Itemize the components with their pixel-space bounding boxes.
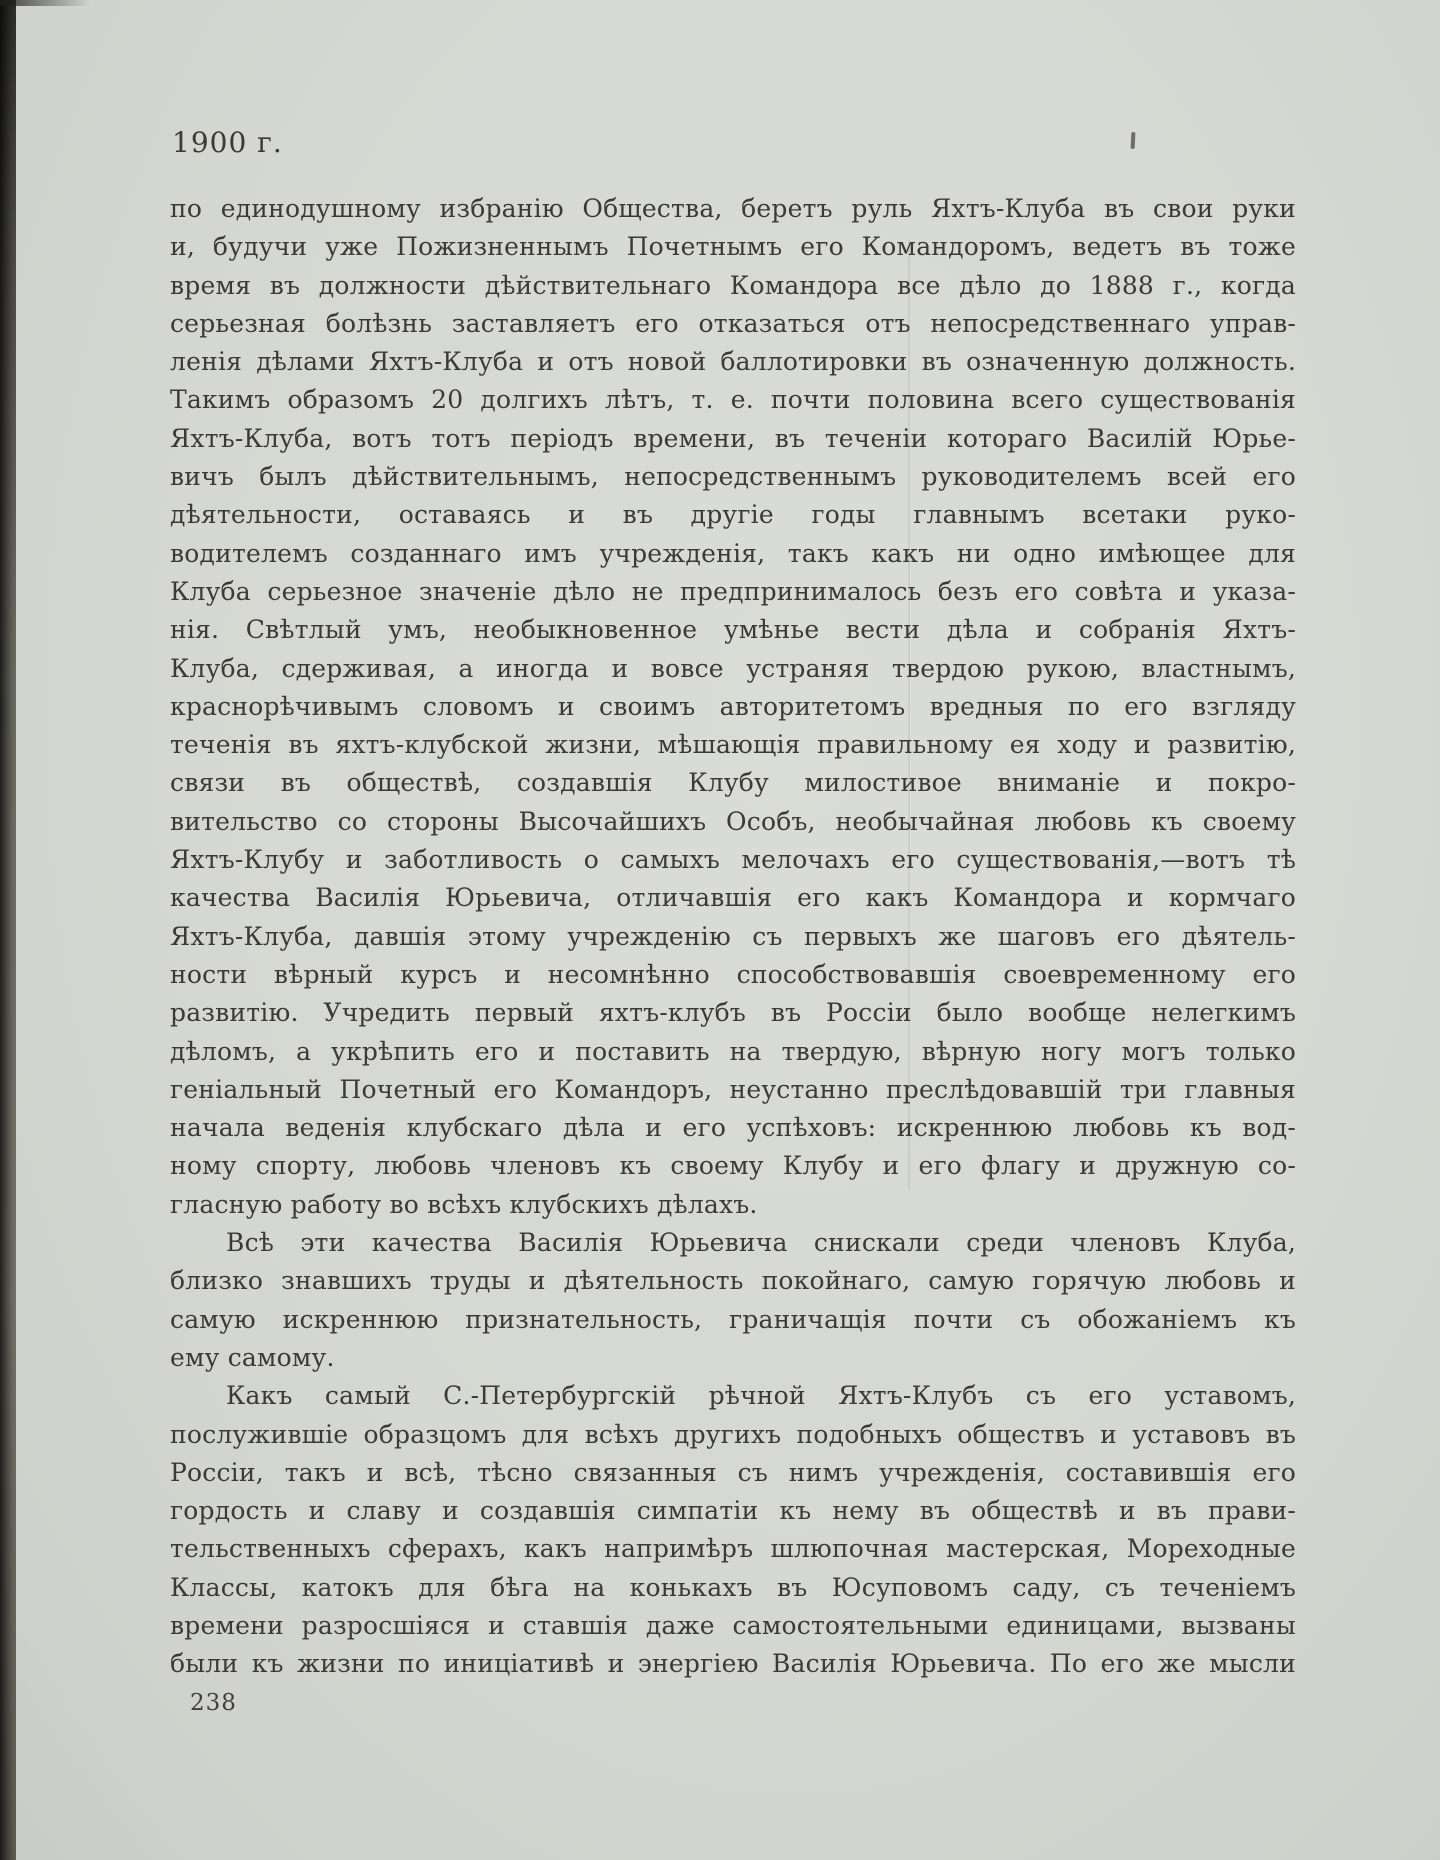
text-line: геніальный Почетный его Командоръ, неустанно преслѣдовавшій три главныя [170,1074,1296,1104]
text-line: Россіи, такъ и всѣ, тѣсно связанныя съ нимъ учрежденія, составившія его [170,1457,1296,1487]
text-line: нія. Свѣтлый умъ, необыкновенное умѣнье вести дѣла и собранія Яхтъ- [170,615,1296,645]
paragraph [170,190,1296,1224]
text-line: тельственныхъ сферахъ, какъ напримѣръ шлюпочная мастерская, Мореходные [170,1534,1296,1564]
scan-edge-top [0,0,90,6]
text-line: Клуба серьезное значеніе дѣло не предпринималось безъ его совѣта и указа- [170,576,1296,606]
scan-edge-left [0,0,16,1860]
paragraph [170,1224,1296,1377]
text-line: ленія дѣлами Яхтъ-Клуба и отъ новой баллотировки въ означенную должность. [170,347,1296,377]
text-line: Какъ самый С.-Петербургскій рѣчной Яхтъ-Клубъ съ его уставомъ, [226,1381,1296,1411]
text-line: были къ жизни по иниціативѣ и энергіею Василія Юрьевича. По его же мысли [170,1649,1296,1679]
text-line: вительство со стороны Высочайшихъ Особъ, необычайная любовь къ своему [170,806,1296,836]
text-line: ному спорту, любовь членовъ къ своему Клубу и его флагу и дружную со- [170,1151,1296,1181]
text-line: самую искреннюю признательность, граничащія почти съ обожаніемъ къ [170,1304,1296,1334]
text-line: водителемъ созданнаго имъ учрежденія, такъ какъ ни одно имѣющее для [170,538,1296,568]
text-line: краснорѣчивымъ словомъ и своимъ авторитетомъ вредныя по его взгляду [170,691,1296,721]
text-line: ности вѣрный курсъ и несомнѣнно способствовавшія своевременному его [170,959,1296,989]
text-line: времени разросшіяся и ставшія даже самостоятельными единицами, вызваны [170,1610,1296,1640]
text-line: дѣятельности, оставаясь и въ другіе годы главнымъ всетаки руко- [170,500,1296,530]
text-line: близко знавшихъ труды и дѣятельность покойнаго, самую горячую любовь и [170,1266,1296,1296]
text-line: Яхтъ-Клуба, давшія этому учрежденію съ первыхъ же шаговъ его дѣятель- [170,921,1296,951]
text-line: Всѣ эти качества Василія Юрьевича снискали среди членовъ Клуба, [226,1228,1296,1258]
text-line: Яхтъ-Клуба, вотъ тотъ періодъ времени, въ теченіи котораго Василій Юрье- [170,423,1296,453]
text-line: вичъ былъ дѣйствительнымъ, непосредственнымъ руководителемъ всей его [170,462,1296,492]
text-block [170,190,1296,1684]
text-line: гордость и славу и создавшія симпатіи къ нему въ обществѣ и въ прави- [170,1496,1296,1526]
text-line: Яхтъ-Клубу и заботливость о самыхъ мелочахъ его существованія,—вотъ тѣ [170,845,1296,875]
paragraph [170,1377,1296,1683]
text-line: теченія въ яхтъ-клубской жизни, мѣшающія правильному ея ходу и развитію, [170,730,1296,760]
text-line: Классы, катокъ для бѣга на конькахъ въ Юсуповомъ саду, съ теченіемъ [170,1572,1296,1602]
text-line: развитію. Учредить первый яхтъ-клубъ въ Россіи было вообще нелегкимъ [170,998,1296,1028]
text-line: по единодушному избранію Общества, беретъ руль Яхтъ-Клуба въ свои руки [170,194,1296,223]
text-line: качества Василія Юрьевича, отличавшія его какъ Командора и кормчаго [170,883,1296,913]
page-number: 238 [190,1690,237,1716]
text-line: начала веденія клубскаго дѣла и его успѣховъ: искреннюю любовь къ вод- [170,1113,1296,1143]
text-line: Клуба, сдерживая, а иногда и вовсе устраняя твердою рукою, властнымъ, [170,653,1296,683]
text-line: связи въ обществѣ, создавшія Клубу милостивое вниманіе и покро- [170,768,1296,798]
header-date: 1900 г. [172,126,283,159]
text-line: ему самому. [170,1342,335,1372]
text-line: Такимъ образомъ 20 долгихъ лѣтъ, т. е. почти половина всего существованія [170,385,1296,415]
text-line: послужившіе образцомъ для всѣхъ другихъ подобныхъ обществъ и уставовъ въ [170,1419,1296,1449]
text-line: дѣломъ, а укрѣпить его и поставить на твердую, вѣрную ногу могъ только [170,1036,1296,1066]
text-line: гласную работу во всѣхъ клубскихъ дѣлахъ. [170,1189,758,1219]
text-line: и, будучи уже Пожизненнымъ Почетнымъ его Командоромъ, ведетъ въ тоже [170,232,1296,262]
text-line: серьезная болѣзнь заставляетъ его отказаться отъ непосредственнаго управ- [170,308,1296,338]
text-line: время въ должности дѣйствительнаго Командора все дѣло до 1888 г., когда [170,270,1296,300]
